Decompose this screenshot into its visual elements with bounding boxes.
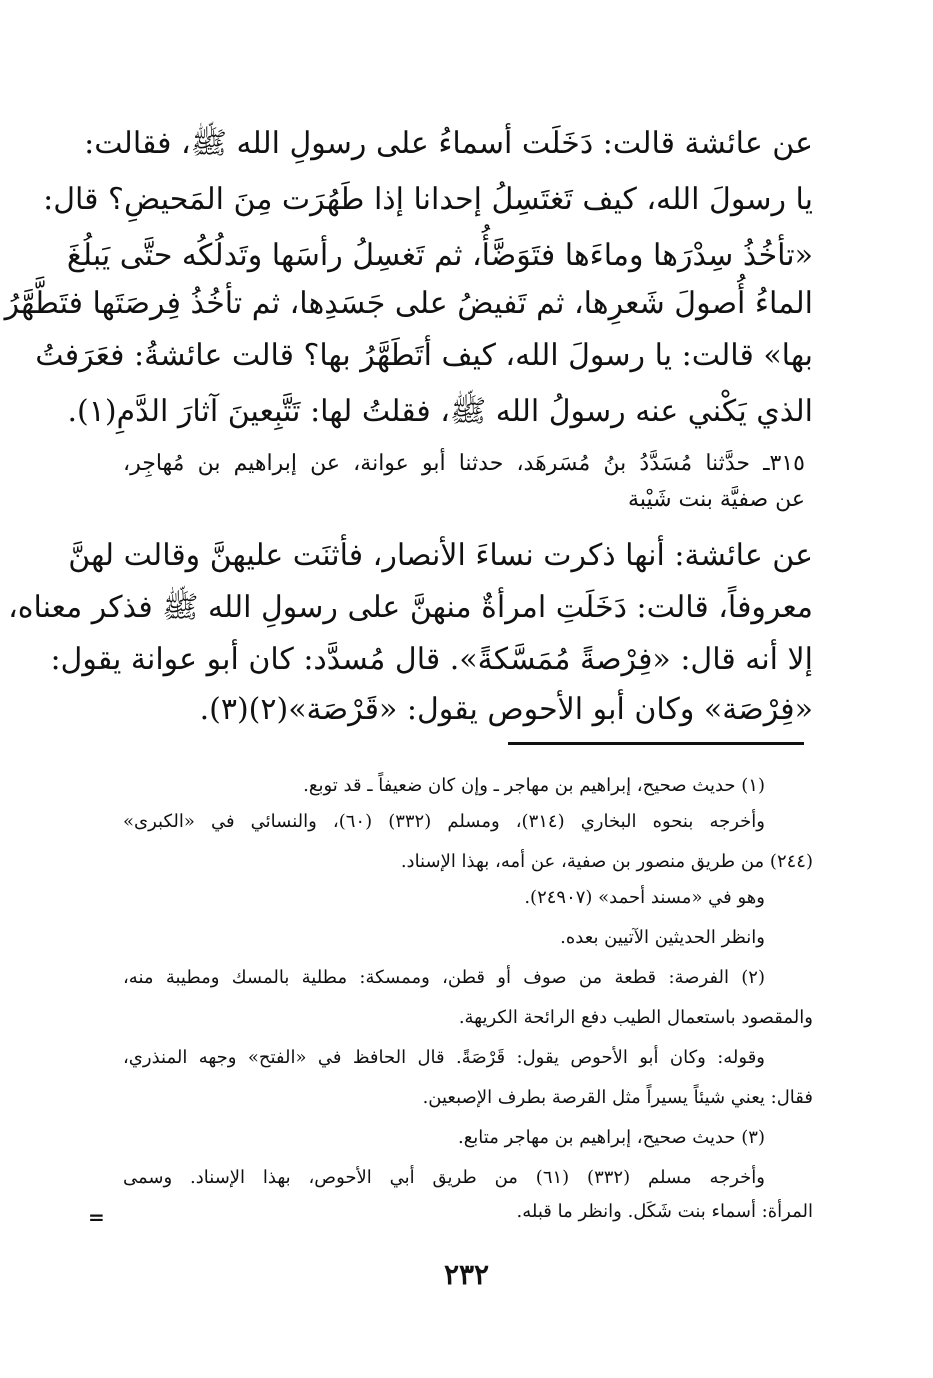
hadith-314-line-6: الذي يَكْني عنه رسولُ الله ﷺ، فقلتُ لها: تَتَّبِعينَ آثارَ الدَّمِ(١). (67, 394, 813, 429)
footnote-line-10: (٣) حديث صحيح، إبراهيم بن مهاجر متابع. (458, 1127, 765, 1148)
hadith-315-isnad-line-2: عن صفيَّة بنت شَيْبة (628, 487, 805, 512)
hadith-314-line-1: عن عائشة قالت: دَخَلَت أسماءُ على رسولِ الله ﷺ، فقالت: (84, 126, 813, 161)
footnote-line-8: وقوله: وكان أبو الأحوص يقول: قَرْصَةً. قال الحافظ في «الفتح» وجهه المنذري، (123, 1047, 765, 1068)
footnote-separator (508, 742, 804, 745)
footnote-line-1: (١) حديث صحيح، إبراهيم بن مهاجر ـ وإن كان ضعيفاً ـ قد توبع. (303, 775, 765, 796)
hadith-315-isnad-line-1: ٣١٥ـ حدَّثنا مُسَدَّدُ بنُ مُسَرهَد، حدثنا أبو عوانة، عن إبراهيم بن مُهاجِر، (123, 451, 805, 476)
hadith-315-matn-line-4: «فِرْصَة» وكان أبو الأحوص يقول: «قَرْصَة»(٢)(٣). (199, 692, 813, 727)
hadith-314-line-3: «تأخُذُ سِدْرَها وماءَها فتَوَضَّأُ، ثم تَغسِلُ رأسَها وتَدلُكُه حتَّى يَبلُغَ (66, 238, 813, 273)
footnote-line-4: وهو في «مسند أحمد» (٢٤٩٠٧). (524, 887, 765, 908)
footnote-line-11: وأخرجه مسلم (٣٣٢) (٦١) من طريق أبي الأحوص، بهذا الإسناد. وسمى (123, 1167, 765, 1188)
hadith-314-line-5: بها» قالت: يا رسولَ الله، كيف أتَطَهَّرُ بها؟ قالت عائشةُ: فعَرَفتُ (35, 338, 813, 373)
hadith-314-line-4: الماءُ أُصولَ شَعرِها، ثم تَفيضُ على جَسَدِها، ثم تأخُذُ فِرصَتَها فتَطَّهَّرُ (4, 286, 813, 321)
footnote-line-6: (٢) الفرصة: قطعة من صوف أو قطن، وممسكة: مطلية بالمسك ومطيبة منه، (123, 967, 765, 988)
footnote-line-3: (٢٤٤) من طريق منصور بن صفية، عن أمه، بهذا الإسناد. (400, 851, 813, 872)
footnote-line-7: والمقصود باستعمال الطيب دفع الرائحة الكريهة. (458, 1007, 813, 1028)
page-number: ٢٣٢ (443, 1258, 490, 1291)
hadith-315-matn-line-3: إلا أنه قال: «فِرْصةً مُمَسَّكةً». قال مُسدَّد: كان أبو عوانة يقول: (50, 642, 813, 677)
hadith-314-line-2: يا رسولَ الله، كيف تَغتَسِلُ إحدانا إذا طَهُرَت مِنَ المَحيضِ؟ قال: (43, 182, 813, 217)
continuation-mark: = (88, 1205, 105, 1229)
footnote-line-2: وأخرجه بنحوه البخاري (٣١٤)، ومسلم (٣٣٢) (٦٠)، والنسائي في «الكبرى» (123, 811, 765, 832)
hadith-315-matn-line-1: عن عائشة: أنها ذكرت نساءَ الأنصار، فأثنَت عليهنَّ وقالت لهنَّ (68, 538, 813, 573)
footnote-line-12: المرأة: أسماء بنت شَكَل. وانظر ما قبله. (516, 1201, 813, 1222)
footnote-line-5: وانظر الحديثين الآتيين بعده. (560, 927, 765, 948)
hadith-315-matn-line-2: معروفاً، قالت: دَخَلَتِ امرأةٌ منهنَّ على رسولِ الله ﷺ فذكر معناه، (8, 590, 813, 625)
footnote-line-9: فقال: يعني شيئاً يسيراً مثل القرصة بطرف الإصبعين. (422, 1087, 813, 1108)
